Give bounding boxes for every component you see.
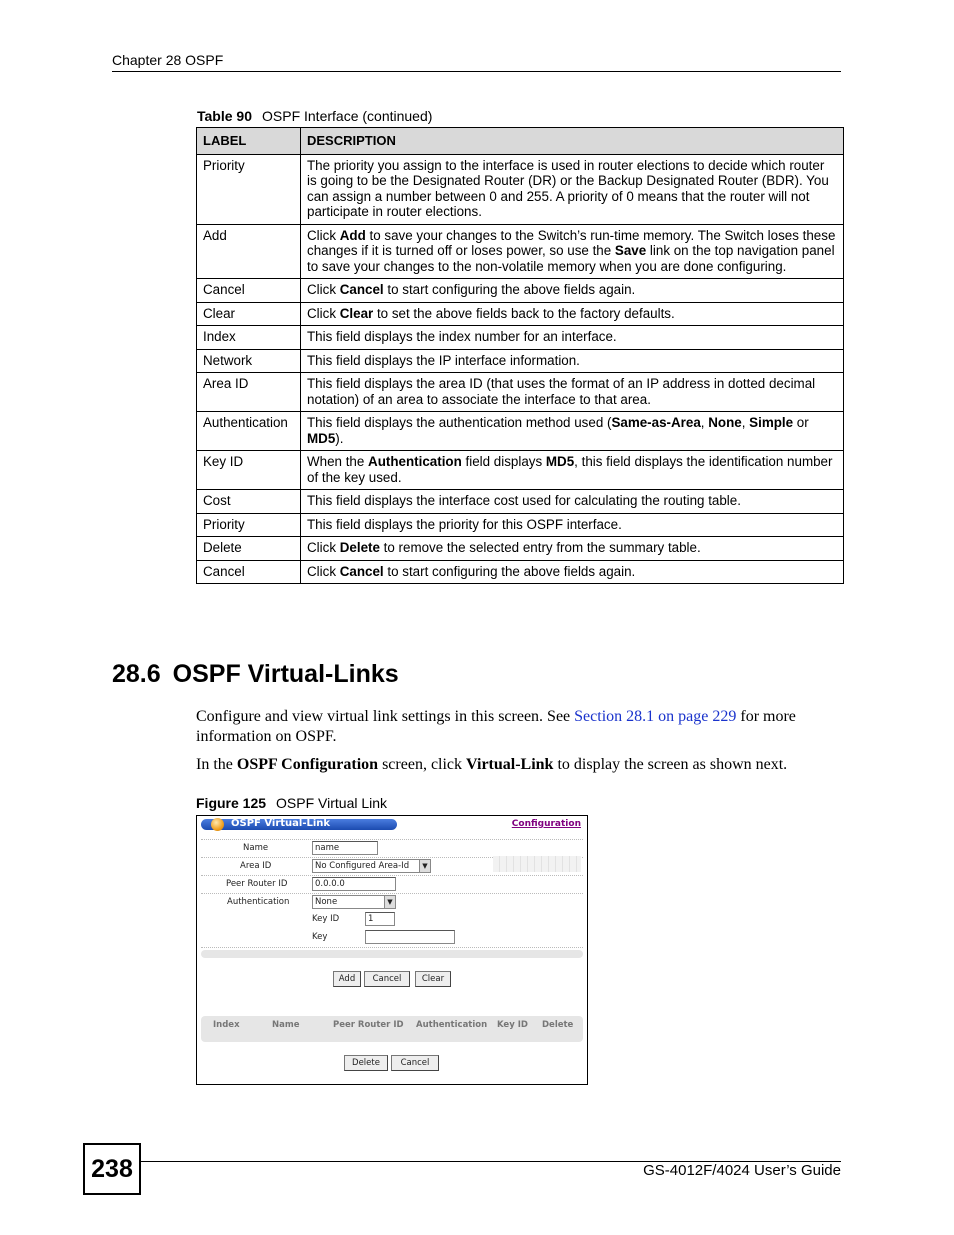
clear-button[interactable]: Clear (415, 971, 451, 987)
delete-button[interactable]: Delete (344, 1055, 388, 1071)
configuration-link[interactable]: Configuration (511, 819, 581, 829)
row-description (301, 224, 844, 279)
table-caption (197, 108, 432, 124)
desc-text: to save your changes to the Switch’s run-time memory. The Switch loses these changes if it is turned off or loses power, so use the (307, 227, 836, 258)
table-row (197, 326, 844, 350)
divider (201, 875, 583, 876)
table-row (197, 154, 844, 224)
column-key-id: Key ID (497, 1020, 528, 1030)
row-label: Cancel (197, 279, 301, 303)
row-label: Area ID (197, 373, 301, 412)
instruction-paragraph (196, 755, 846, 775)
row-label: Network (197, 349, 301, 373)
table-row (197, 279, 844, 303)
paragraph-text: for more information on OSPF. (196, 708, 796, 745)
name-label: Name (243, 843, 269, 853)
chevron-down-icon: ▼ (384, 896, 395, 908)
table-header-row (197, 128, 844, 155)
desc-text: Click (307, 305, 340, 321)
table-row (197, 513, 844, 537)
divider (201, 893, 583, 894)
paragraph-text: screen, click (378, 756, 467, 773)
peer-router-id-input[interactable]: 0.0.0.0 (312, 877, 396, 891)
row-description: This field displays the IP interface information. (301, 349, 844, 373)
desc-bold: Cancel (339, 282, 384, 297)
key-id-input[interactable]: 1 (365, 912, 395, 926)
row-label: Priority (197, 513, 301, 537)
area-id-select[interactable] (312, 859, 431, 873)
screen-title-bar (201, 819, 397, 830)
key-id-label: Key ID (312, 914, 340, 924)
table-row (197, 302, 844, 326)
row-description: This field displays the interface cost used for calculating the routing table. (301, 490, 844, 514)
row-description (301, 302, 844, 326)
section-link[interactable]: Section 28.1 on page 229 (574, 708, 737, 725)
divider (201, 839, 583, 840)
row-label: Authentication (197, 412, 301, 451)
row-description: This field displays the index number for an interface. (301, 326, 844, 350)
desc-bold: MD5 (307, 430, 336, 446)
authentication-label: Authentication (227, 897, 290, 907)
row-description (301, 279, 844, 303)
header-rule (112, 71, 841, 72)
figure-caption (196, 795, 387, 811)
ospf-interface-table (196, 127, 844, 584)
column-delete: Delete (542, 1020, 574, 1030)
desc-bold: Save (614, 243, 647, 258)
row-description: This field displays the priority for this OSPF interface. (301, 513, 844, 537)
table-row (197, 412, 844, 451)
desc-text: Click (307, 540, 340, 555)
table-caption-number: Table 90 (197, 108, 252, 124)
name-input[interactable]: name (312, 841, 378, 855)
row-label: Priority (197, 154, 301, 224)
desc-text: link on the top navigation panel to save your changes to the non-volatile memory when you are done configuring. (307, 243, 835, 274)
desc-text: When the (307, 454, 369, 469)
row-description (301, 537, 844, 561)
column-header-label: LABEL (197, 128, 301, 155)
table-row (197, 537, 844, 561)
section-title: OSPF Virtual-Links (172, 660, 399, 688)
paragraph-bold: Virtual-Link (466, 756, 554, 773)
row-description (301, 560, 844, 584)
figure-caption-number: Figure 125 (196, 795, 267, 811)
table-row (197, 224, 844, 279)
key-input[interactable] (365, 930, 455, 944)
peer-router-id-label: Peer Router ID (226, 879, 288, 889)
orb-icon (211, 818, 224, 831)
separator-band (201, 950, 583, 958)
column-index: Index (213, 1020, 240, 1030)
paragraph-text: Configure and view virtual link settings in this screen. See (196, 708, 575, 725)
row-description: The priority you assign to the interface is used in router elections to decide which router is going to be the Designated Router (DR) or the Backup Designated Router (BDR). You can assign a number between 0 and 255. A priority of 0 means that the router will not participate in router elections. (301, 154, 844, 224)
row-label: Cancel (197, 560, 301, 584)
cancel-button[interactable]: Cancel (391, 1055, 439, 1071)
desc-bold: Add (339, 227, 366, 243)
ospf-virtual-link-screenshot (196, 815, 588, 1085)
row-label: Index (197, 326, 301, 350)
table-row (197, 560, 844, 584)
authentication-value: None (315, 897, 338, 907)
desc-text: This field displays the authentication method used ( (307, 415, 612, 430)
paragraph-text: In the (196, 756, 237, 773)
desc-text: , this field displays the identification number of the key used. (307, 454, 833, 485)
paragraph-text: to display the screen as shown next. (553, 756, 788, 773)
row-label: Cost (197, 490, 301, 514)
desc-bold: Simple (749, 415, 794, 430)
desc-text: ). (335, 430, 344, 446)
page-number: 238 (83, 1143, 141, 1195)
area-id-value: No Configured Area-Id (315, 861, 410, 871)
authentication-select[interactable] (312, 895, 396, 909)
desc-text: to set the above fields back to the factory defaults. (373, 305, 675, 321)
column-peer-router-id: Peer Router ID (333, 1020, 404, 1030)
area-id-label: Area ID (240, 861, 272, 871)
desc-bold: Delete (339, 540, 380, 555)
row-description (301, 451, 844, 490)
screen-title: OSPF Virtual-Link (231, 818, 331, 829)
desc-text: to start configuring the above fields again. (383, 563, 636, 579)
chapter-header: Chapter 28 OSPF (112, 52, 224, 68)
desc-text: or (793, 415, 809, 430)
section-number: 28.6 (112, 660, 161, 688)
column-name: Name (272, 1020, 300, 1030)
desc-bold: Cancel (339, 563, 384, 579)
desc-text: Click (307, 227, 340, 243)
figure-caption-title: OSPF Virtual Link (276, 795, 388, 811)
desc-bold: Same-as-Area (611, 415, 701, 430)
column-header-description: DESCRIPTION (301, 128, 844, 155)
divider (201, 947, 583, 948)
desc-bold: Authentication (368, 454, 462, 469)
chevron-down-icon: ▼ (419, 860, 430, 872)
desc-text: to remove the selected entry from the summary table. (379, 540, 701, 555)
desc-text: , (741, 415, 750, 430)
table-row (197, 451, 844, 490)
guide-title: GS-4012F/4024 User’s Guide (643, 1162, 841, 1179)
table-row (197, 373, 844, 412)
row-label: Add (197, 224, 301, 279)
desc-text: to start configuring the above fields again. (383, 282, 636, 297)
table-caption-title: OSPF Interface (continued) (262, 108, 433, 124)
paragraph-bold: OSPF Configuration (236, 756, 379, 773)
desc-bold: MD5 (545, 454, 575, 469)
cancel-button[interactable]: Cancel (364, 971, 410, 987)
desc-text: , (700, 415, 709, 430)
desc-text: field displays (461, 454, 546, 469)
ghost-field (493, 856, 581, 872)
add-button[interactable]: Add (333, 971, 361, 987)
row-description (301, 412, 844, 451)
desc-bold: Clear (339, 305, 374, 321)
column-authentication: Authentication (416, 1020, 488, 1030)
desc-text: Click (307, 282, 340, 297)
intro-paragraph (196, 707, 846, 747)
table-row (197, 490, 844, 514)
row-label: Key ID (197, 451, 301, 490)
row-label: Delete (197, 537, 301, 561)
key-label: Key (312, 932, 328, 942)
row-description: This field displays the area ID (that uses the format of an IP address in dotted decimal notation) of an area to associate the interface to that area. (301, 373, 844, 412)
row-label: Clear (197, 302, 301, 326)
desc-text: Click (307, 563, 340, 579)
desc-bold: None (708, 415, 742, 430)
table-row (197, 349, 844, 373)
section-heading (112, 660, 399, 689)
